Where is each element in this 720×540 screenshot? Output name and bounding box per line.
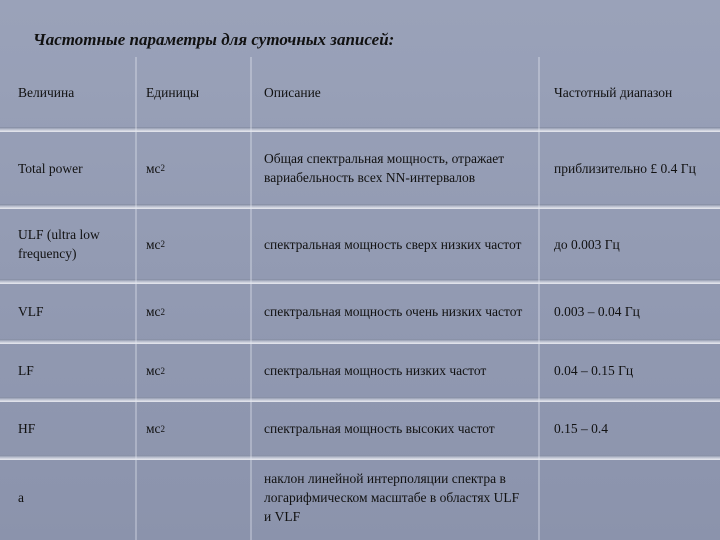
column-divider (250, 57, 252, 540)
slide-title: Частотные параметры для суточных записей: (33, 30, 395, 49)
row-quantity: VLF (18, 304, 44, 319)
frequency-parameters-table (0, 57, 720, 540)
row-units (146, 460, 256, 535)
column-header-units: Единицы (146, 84, 200, 100)
table-row (0, 132, 720, 209)
row-description: Общая спектральная мощность, отражает вариабельность всех NN-интервалов (264, 151, 505, 185)
row-description: наклон линейной интерполяции спектра в логарифмическом масштабе в областях ULF и VLF (264, 471, 520, 524)
row-description: спектральная мощность низких частот (264, 363, 487, 378)
table-row (0, 344, 720, 402)
row-quantity: HF (18, 421, 36, 436)
row-quantity: ULF (ultra low frequency) (18, 227, 100, 261)
table-row (0, 460, 720, 540)
row-frequency-range: 0.04 – 0.15 Гц (554, 363, 634, 378)
row-frequency-range: 0.003 – 0.04 Гц (554, 304, 640, 319)
row-frequency-range (554, 460, 714, 535)
column-divider (135, 57, 137, 540)
column-header-description: Описание (264, 84, 321, 100)
column-header-frequency-range: Частотный диапазон (554, 84, 673, 100)
row-frequency-range: 0.15 – 0.4 (554, 421, 608, 436)
row-units: мс 2 (146, 421, 166, 436)
row-quantity: LF (18, 363, 34, 378)
row-frequency-range: приблизительно £ 0.4 Гц (554, 160, 696, 176)
row-description: спектральная мощность высоких частот (264, 421, 495, 436)
column-divider (538, 57, 540, 540)
row-frequency-range: до 0.003 Гц (554, 236, 620, 252)
row-quantity: Total power (18, 160, 83, 176)
table-row (0, 284, 720, 344)
table-row (0, 402, 720, 460)
row-units: мс 2 (146, 304, 166, 319)
row-description: спектральная мощность сверх низких частот (264, 236, 522, 252)
row-units: мс 2 (146, 363, 166, 378)
row-units: мс 2 (146, 236, 166, 252)
row-units: мс 2 (146, 160, 166, 176)
table-row (0, 209, 720, 284)
row-description: спектральная мощность очень низких частот (264, 304, 523, 319)
table-header-row (0, 57, 720, 132)
row-quantity: a (18, 490, 24, 505)
column-header-quantity: Величина (18, 84, 75, 100)
